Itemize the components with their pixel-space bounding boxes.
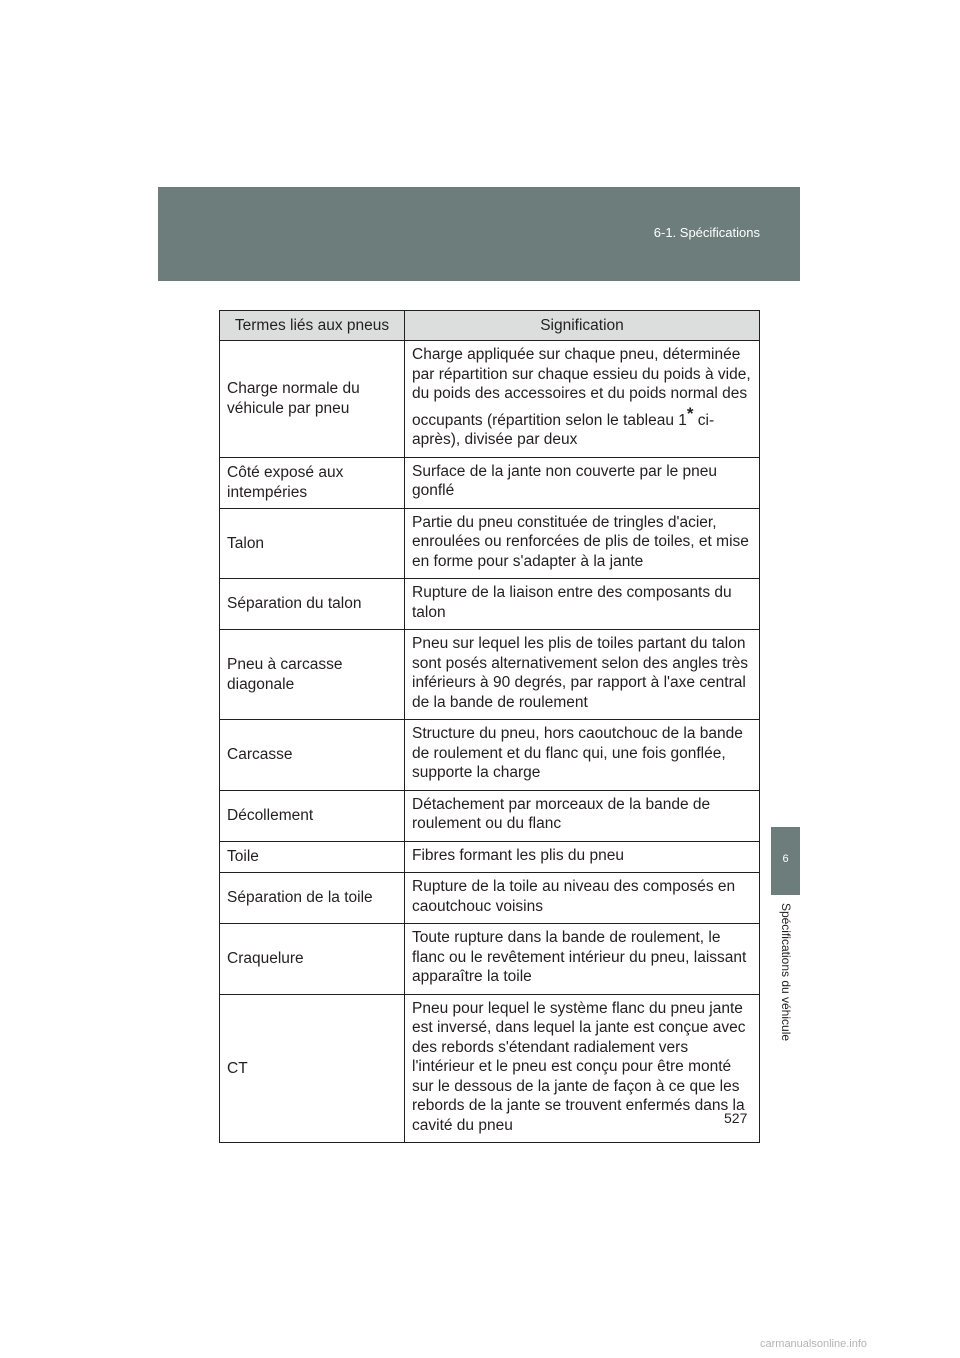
definition-cell: Détachement par morceaux de la bande de roulement ou du flanc — [405, 790, 760, 841]
term-cell: Talon — [220, 508, 405, 579]
header-band — [158, 187, 800, 281]
definition-text: ci-après), divisée par deux — [412, 411, 715, 449]
table-row — [220, 508, 760, 579]
term-cell: Carcasse — [220, 720, 405, 791]
term-cell: Décollement — [220, 790, 405, 841]
definition-cell — [405, 341, 760, 458]
table-row — [220, 457, 760, 508]
table-row — [220, 873, 760, 924]
definition-cell: Partie du pneu constituée de tringles d'acier, enroulées ou renforcées de plis de toiles, et mise en forme pour s'adapter à la jante — [405, 508, 760, 579]
table-row — [220, 720, 760, 791]
chapter-label: Spécifications du véhicule — [779, 902, 793, 1042]
table-row — [220, 841, 760, 873]
chapter-tab: 6 — [771, 827, 800, 895]
header-term: Termes liés aux pneus — [220, 311, 405, 341]
term-cell: Toile — [220, 841, 405, 873]
watermark: carmanualsonline.info — [760, 1338, 868, 1350]
definition-cell: Structure du pneu, hors caoutchouc de la bande de roulement et du flanc qui, une fois gonflée, supporte la charge — [405, 720, 760, 791]
table-row — [220, 994, 760, 1143]
term-cell: CT — [220, 994, 405, 1143]
footnote-mark: * — [686, 403, 694, 423]
table-row — [220, 790, 760, 841]
term-cell: Séparation de la toile — [220, 873, 405, 924]
term-cell: Craquelure — [220, 924, 405, 995]
definition-cell: Rupture de la liaison entre des composants du talon — [405, 579, 760, 630]
table-row — [220, 630, 760, 720]
term-cell: Charge normale du véhicule par pneu — [220, 341, 405, 458]
page-number: 527 — [724, 1110, 748, 1126]
definition-cell: Surface de la jante non couverte par le pneu gonflé — [405, 457, 760, 508]
table-row — [220, 341, 760, 458]
definition-cell: Rupture de la toile au niveau des composés en caoutchouc voisins — [405, 873, 760, 924]
definition-cell: Toute rupture dans la bande de roulement, le flanc ou le revêtement intérieur du pneu, laissant apparaître la toile — [405, 924, 760, 995]
header-meaning: Signification — [405, 311, 760, 341]
term-cell: Pneu à carcasse diagonale — [220, 630, 405, 720]
definition-cell: Pneu pour lequel le système flanc du pneu jante est inversé, dans lequel la jante est conçue avec des rebords s'étendant radialement vers l'intérieur et le pneu est conçu pour être monté sur le dessous de la jante de façon à ce que les rebords de la jante se trouvent enfermés dans la cavité du pneu — [405, 994, 760, 1143]
table-row — [220, 924, 760, 995]
section-title: 6-1. Spécifications — [653, 225, 760, 240]
term-cell: Séparation du talon — [220, 579, 405, 630]
definition-text: Charge appliquée sur chaque pneu, déterminée par répartition sur chaque essieu du poids à vide, du poids des accessoires et du poids normal des occupants (répartition selon le tableau 1 — [412, 346, 751, 429]
definition-cell: Fibres formant les plis du pneu — [405, 841, 760, 873]
table-row — [220, 579, 760, 630]
term-cell: Côté exposé aux intempéries — [220, 457, 405, 508]
definition-cell: Pneu sur lequel les plis de toiles partant du talon sont posés alternativement selon des angles très inférieurs à 90 degrés, par rapport à l'axe central de la bande de roulement — [405, 630, 760, 720]
table-header-row — [220, 311, 760, 341]
tire-terms-table — [219, 310, 760, 1143]
